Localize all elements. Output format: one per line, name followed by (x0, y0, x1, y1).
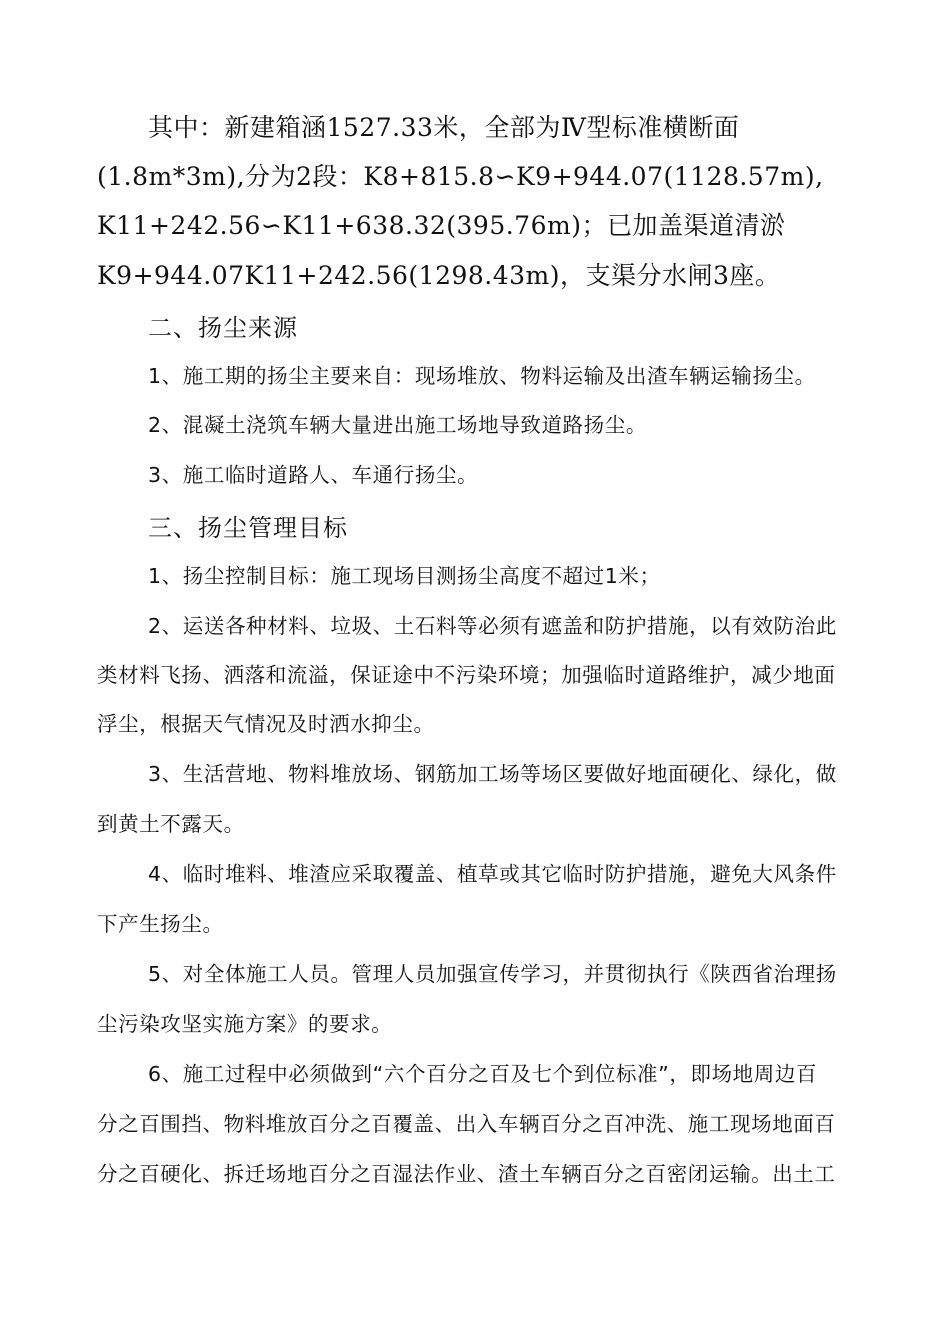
paragraph-line: 尘污染攻坚实施方案》的要求。 (97, 1012, 393, 1036)
paragraph-line: 4、临时堆料、堆渣应采取覆盖、植草或其它临时防护措施，避免大风条件 (148, 862, 837, 886)
paragraph-line: 6、施工过程中必须做到“六个百分之百及七个到位标准”，即场地周边百 (148, 1062, 818, 1086)
list-item: 1、施工期的扬尘主要来自：现场堆放、物料运输及出渣车辆运输扬尘。 (148, 364, 816, 388)
paragraph-line: 下产生扬尘。 (97, 912, 224, 936)
paragraph-line: 2、运送各种材料、垃圾、土石料等必须有遮盖和防护措施，以有效防治此 (148, 614, 837, 638)
intro-line-1: 其中：新建箱涵1527.33米，全部为Ⅳ型标准横断面 (148, 113, 740, 142)
paragraph-line: 1、扬尘控制目标：施工现场目测扬尘高度不超过1米； (148, 564, 661, 588)
paragraph-line: 分之百硬化、拆迁场地百分之百湿法作业、渣土车辆百分之百密闭运输。出土工 (97, 1162, 836, 1186)
intro-line-2: (1.8m*3m),分为2段：K8+815.8∽K9+944.07(1128.57m), (97, 162, 824, 191)
paragraph-line: 3、生活营地、物料堆放场、钢筋加工场等场区要做好地面硬化、绿化，做 (148, 762, 837, 786)
section-heading-dust-goals: 三、扬尘管理目标 (148, 514, 348, 542)
paragraph-line: 类材料飞扬、洒落和流溢，保证途中不污染环境；加强临时道路维护，减少地面 (97, 663, 836, 687)
intro-line-3: K11+242.56∽K11+638.32(395.76m)；已加盖渠道清淤 (97, 211, 786, 240)
paragraph-line: 浮尘，根据天气情况及时洒水抑尘。 (97, 712, 435, 736)
paragraph-line: 分之百围挡、物料堆放百分之百覆盖、出入车辆百分之百冲洗、施工现场地面百 (97, 1112, 836, 1136)
section-heading-dust-sources: 二、扬尘来源 (148, 314, 298, 342)
paragraph-line: 到黄土不露天。 (97, 812, 245, 836)
list-item: 2、混凝土浇筑车辆大量进出施工场地导致道路扬尘。 (148, 413, 647, 437)
paragraph-line: 5、对全体施工人员。管理人员加强宣传学习，并贯彻执行《陕西省治理扬 (148, 962, 837, 986)
intro-line-4: K9+944.07K11+242.56(1298.43m)，支渠分水闸3座。 (97, 261, 781, 290)
list-item: 3、施工临时道路人、车通行扬尘。 (148, 463, 479, 487)
